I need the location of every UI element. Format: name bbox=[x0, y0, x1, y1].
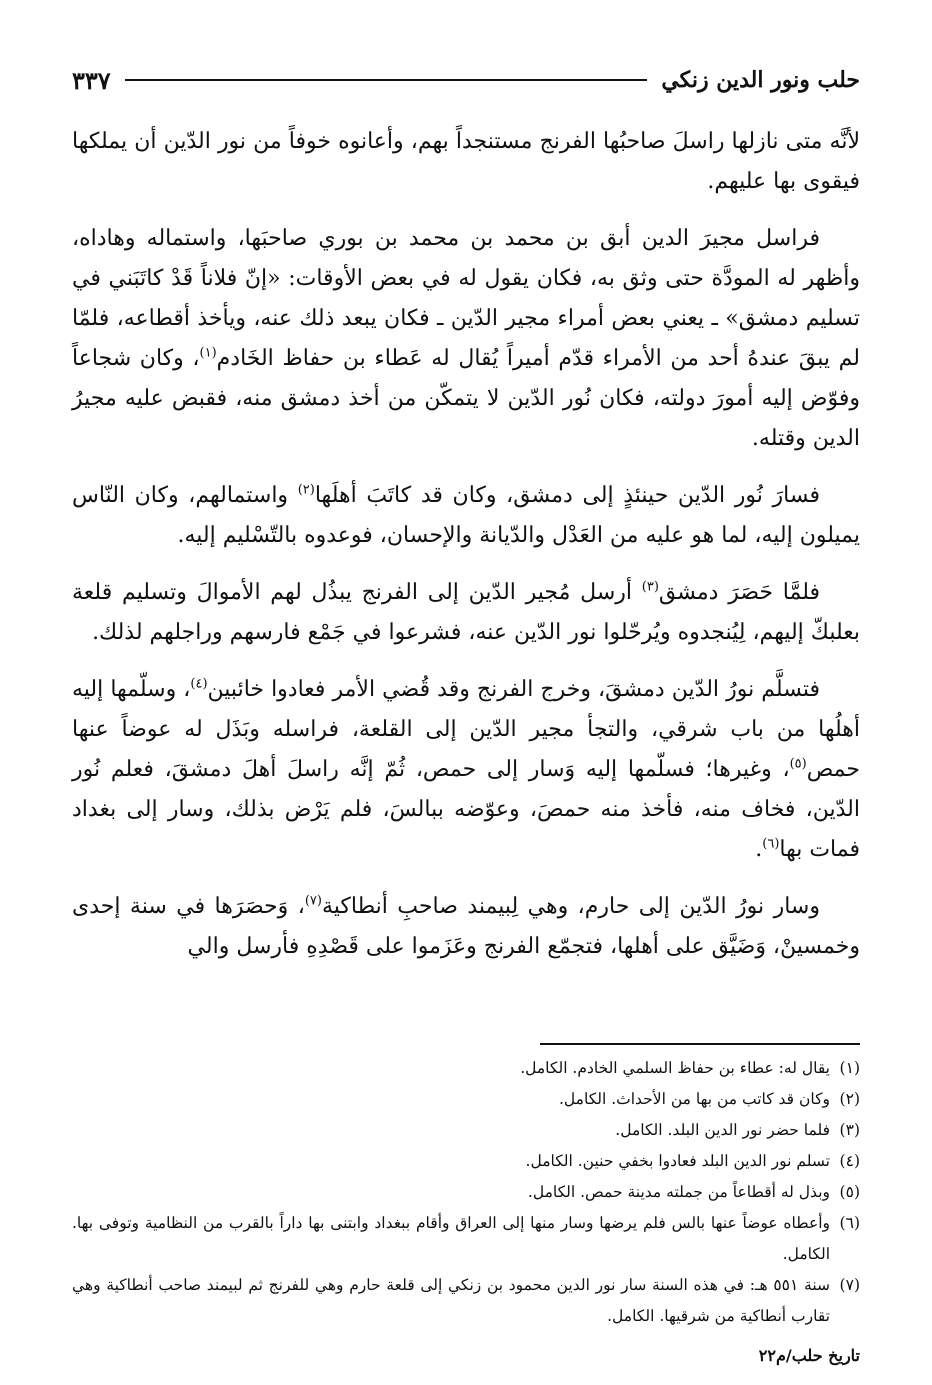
footnote-number: (٤) bbox=[839, 1152, 860, 1170]
footnote-text: وبذل له أقطاعاً من جملته مدينة حمص. الكامل. bbox=[527, 1183, 830, 1201]
footnote-text: وأعطاه عوضاً عنها بالس فلم يرضها وسار منها إلى العراق وأقام ببغداد وابتنى بها داراً بالقرب من النظامية وتوفى بها. الكامل. bbox=[72, 1214, 830, 1263]
footnote-text: سنة ٥٥١ هـ: في هذه السنة سار نور الدين محمود بن زنكي إلى قلعة حارم وهي للفرنج ثم لبيمند صاحب أنطاكية وهي تقارب أنطاكية من شرقيها. الكامل. bbox=[72, 1276, 831, 1325]
footnote bbox=[72, 1053, 860, 1084]
page-number: ٣٣٧ bbox=[72, 65, 111, 95]
paragraph-text: ، وغيرها؛ فسلّمها إليه وَسار إلى حمص، ثُمّ إنَّه راسلَ أهلَ دمشقَ، فعلم نُور الدّين، فخاف منه، فأخذ منه حمصَ، وعوّضه ببالسَ، فلم يَرْض بذلك، وسار إلى بغداد فمات بها bbox=[72, 757, 860, 862]
footnote-number: (١) bbox=[839, 1059, 860, 1077]
page-signature: تاريخ حلب/م٢٢ bbox=[758, 1346, 860, 1365]
running-header bbox=[72, 62, 860, 98]
paragraph bbox=[72, 573, 860, 653]
footnote bbox=[72, 1146, 860, 1177]
header-rule bbox=[125, 79, 648, 81]
paragraph-text: لأنَّه متى نازلها راسلَ صاحبُها الفرنج مستنجداً بهم، وأعانوه خوفاً من نور الدّين أن يملكها فيقوى بها عليهم. bbox=[72, 129, 860, 194]
paragraph-text: ، وَحصَرَها في سنة إحدى وخمسينْ، وَضَيَّق على أهلها، فتجمّع الفرنج وعَزَموا على قَصْدِهِ فأرسل والي bbox=[72, 894, 860, 959]
paragraph-text: فتسلَّم نورُ الدّين دمشقَ، وخرج الفرنج وقد قُضي الأمر فعادوا خائبين bbox=[207, 677, 820, 702]
footnote-number: (٢) bbox=[839, 1090, 860, 1108]
footnote bbox=[72, 1177, 860, 1208]
paragraph bbox=[72, 887, 860, 967]
footnote-text: وكان قد كاتب من بها من الأحداث. الكامل. bbox=[559, 1090, 830, 1108]
footnote-reference: (٥) bbox=[789, 756, 807, 772]
paragraph-text: أرسل مُجير الدّين إلى الفرنج يبذُل لهم الأموالَ وتسليم قلعة بعلبكّ إليهم، لِيُنجدوه ويُرحّلوا نور الدّين عنه، فشرعوا في جَمْع فارسهم وراجلهم لذلك. bbox=[72, 580, 860, 645]
footnote-reference: (٣) bbox=[641, 579, 659, 595]
paragraph-text: . bbox=[755, 837, 763, 862]
footnote-text: تسلم نور الدين البلد فعادوا بخفي حنين. الكامل. bbox=[525, 1152, 830, 1170]
paragraph-text: واستمالهم، وكان النّاس يميلون إليه، لما هو عليه من العَدْل والدّيانة والإحسان، فوعدوه بالتّسْليم إليه. bbox=[72, 483, 860, 548]
footnote-text: فلما حضر نور الدين البلد. الكامل. bbox=[615, 1121, 830, 1139]
paragraph-text: ، وسلّمها إليه أهلُها من باب شرقي، والتجأ مجير الدّين إلى القلعة، فراسله وبَذَل له عوضاً عنها حمص bbox=[72, 677, 860, 782]
footnote-text: يقال له: عطاء بن حفاظ السلمي الخادم. الكامل. bbox=[520, 1059, 830, 1077]
footnote-number: (٥) bbox=[839, 1183, 860, 1201]
footnote bbox=[72, 1084, 860, 1115]
footnote-separator bbox=[540, 1043, 860, 1045]
paragraph bbox=[72, 122, 860, 202]
running-title: حلب ونور الدين زنكي bbox=[661, 67, 860, 93]
paragraph-text: فسارَ نُور الدّين حينئذٍ إلى دمشق، وكان قد كاتَبَ أهلَها bbox=[314, 483, 821, 508]
paragraph-text: فلمَّا حَصَرَ دمشق bbox=[658, 580, 820, 605]
footnote-reference: (٤) bbox=[190, 676, 208, 692]
body-text bbox=[72, 122, 860, 1027]
footnote-reference: (٧) bbox=[304, 893, 322, 909]
footnote-number: (٦) bbox=[839, 1214, 860, 1232]
paragraph-text: وسار نورُ الدّين إلى حارم، وهي لِبيمند صاحبِ أنطاكية bbox=[321, 894, 820, 919]
paragraph bbox=[72, 476, 860, 556]
footnote-reference: (٢) bbox=[297, 482, 315, 498]
footnote bbox=[72, 1270, 860, 1332]
footnote-number: (٣) bbox=[839, 1121, 860, 1139]
paragraph bbox=[72, 670, 860, 870]
footnote bbox=[72, 1115, 860, 1146]
footnote-number: (٧) bbox=[839, 1276, 860, 1294]
paragraph-text: ، وكان شجاعاً وفوّض إليه أمورَ دولته، فكان نُور الدّين لا يتمكّن من أخذ دمشق منه، فقبض عليه مجيرُ الدين وقتله. bbox=[72, 346, 860, 451]
footnote bbox=[72, 1208, 860, 1270]
paragraph-text: فراسل مجيرَ الدين أبق بن محمد بن محمد بن بوري صاحبَها، واستماله وهاداه، وأظهر له المودَّة حتى وثق به، فكان يقول له في بعض الأوقات: «إنّ فلاناً قَدْ كاتَبَني في تسليم دمشق» ـ يعني بعض أمراء مجير الدّين ـ فكان يبعد ذلك عنه، ويأخذ أقطاعه، فلمّا لم يبقَ عندهُ أحد من الأمراء قدّم أميراً يُقال له عَطاء بن حفاظ الخَادم bbox=[72, 226, 861, 371]
footnote-reference: (١) bbox=[199, 345, 217, 361]
footnote-reference: (٦) bbox=[762, 836, 780, 852]
footnotes bbox=[72, 1053, 860, 1343]
paragraph bbox=[72, 219, 860, 459]
